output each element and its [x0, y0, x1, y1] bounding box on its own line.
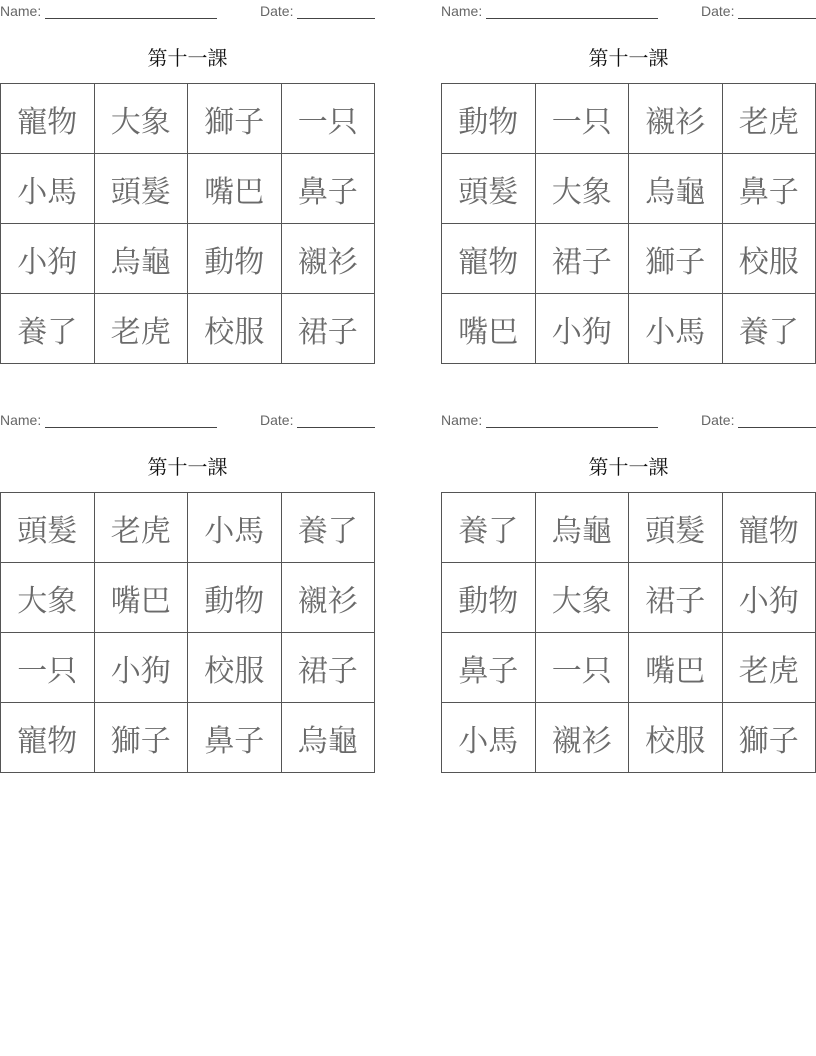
grid-cell[interactable]: 一只: [281, 84, 375, 154]
grid-cell[interactable]: 鼻子: [188, 703, 282, 773]
bingo-grid: [0, 83, 375, 364]
grid-cell[interactable]: 裙子: [281, 633, 375, 703]
grid-cell[interactable]: 裙子: [629, 563, 723, 633]
date-field-line[interactable]: [297, 427, 375, 428]
grid-cell[interactable]: 小狗: [722, 563, 816, 633]
bingo-card-1: [0, 0, 375, 370]
grid-row: [1, 633, 375, 703]
grid-cell[interactable]: 養了: [722, 294, 816, 364]
card-title: 第十一課: [147, 46, 228, 70]
grid-cell[interactable]: 裙子: [281, 294, 375, 364]
grid-cell[interactable]: 養了: [442, 493, 536, 563]
date-label: Date:: [701, 412, 735, 428]
grid-cell[interactable]: 襯衫: [535, 703, 629, 773]
grid-row: [442, 224, 816, 294]
grid-cell[interactable]: 小馬: [188, 493, 282, 563]
bingo-grid: [441, 492, 816, 773]
card-header: [441, 3, 816, 19]
grid-cell[interactable]: 一只: [1, 633, 95, 703]
grid-cell[interactable]: 動物: [188, 224, 282, 294]
grid-row: [1, 563, 375, 633]
grid-row: [1, 154, 375, 224]
grid-cell[interactable]: 老虎: [94, 493, 188, 563]
grid-cell[interactable]: 鼻子: [281, 154, 375, 224]
date-label: Date:: [701, 3, 735, 19]
grid-cell[interactable]: 小狗: [1, 224, 95, 294]
grid-row: [442, 703, 816, 773]
bingo-card-4: [441, 409, 816, 779]
grid-cell[interactable]: 嘴巴: [629, 633, 723, 703]
grid-cell[interactable]: 鼻子: [722, 154, 816, 224]
grid-cell[interactable]: 頭髮: [1, 493, 95, 563]
name-label: Name:: [441, 412, 483, 428]
grid-cell[interactable]: 獅子: [722, 703, 816, 773]
grid-cell[interactable]: 小馬: [629, 294, 723, 364]
grid-cell[interactable]: 老虎: [94, 294, 188, 364]
name-field-line[interactable]: [486, 18, 658, 19]
name-label: Name:: [0, 412, 42, 428]
card-title: 第十一課: [588, 455, 669, 479]
grid-cell[interactable]: 大象: [94, 84, 188, 154]
grid-cell[interactable]: 小狗: [94, 633, 188, 703]
grid-row: [442, 633, 816, 703]
grid-row: [442, 563, 816, 633]
card-header: [0, 412, 375, 428]
grid-cell[interactable]: 一只: [535, 84, 629, 154]
name-label: Name:: [0, 3, 42, 19]
grid-cell[interactable]: 校服: [188, 633, 282, 703]
name-field-line[interactable]: [486, 427, 658, 428]
date-label: Date:: [260, 3, 294, 19]
grid-cell[interactable]: 襯衫: [629, 84, 723, 154]
date-field-line[interactable]: [297, 18, 375, 19]
grid-cell[interactable]: 小馬: [1, 154, 95, 224]
grid-cell[interactable]: 獅子: [94, 703, 188, 773]
grid-row: [1, 493, 375, 563]
name-label: Name:: [441, 3, 483, 19]
grid-row: [442, 84, 816, 154]
grid-cell[interactable]: 寵物: [1, 84, 95, 154]
grid-cell[interactable]: 獅子: [188, 84, 282, 154]
name-field-line[interactable]: [45, 18, 217, 19]
grid-cell[interactable]: 老虎: [722, 84, 816, 154]
grid-cell[interactable]: 烏龜: [94, 224, 188, 294]
grid-cell[interactable]: 頭髮: [94, 154, 188, 224]
bingo-card-2: [441, 0, 816, 370]
grid-cell[interactable]: 校服: [629, 703, 723, 773]
grid-cell[interactable]: 寵物: [1, 703, 95, 773]
card-title: 第十一課: [588, 46, 669, 70]
grid-row: [442, 154, 816, 224]
grid-cell[interactable]: 養了: [1, 294, 95, 364]
grid-cell[interactable]: 鼻子: [442, 633, 536, 703]
date-label: Date:: [260, 412, 294, 428]
bingo-grid: [0, 492, 375, 773]
grid-cell[interactable]: 校服: [722, 224, 816, 294]
grid-cell[interactable]: 大象: [535, 563, 629, 633]
grid-cell[interactable]: 烏龜: [629, 154, 723, 224]
name-field-line[interactable]: [45, 427, 217, 428]
grid-cell[interactable]: 獅子: [629, 224, 723, 294]
grid-cell[interactable]: 動物: [188, 563, 282, 633]
grid-cell[interactable]: 動物: [442, 563, 536, 633]
date-field-line[interactable]: [738, 18, 816, 19]
grid-cell[interactable]: 嘴巴: [94, 563, 188, 633]
grid-cell[interactable]: 烏龜: [281, 703, 375, 773]
grid-cell[interactable]: 校服: [188, 294, 282, 364]
card-header: [441, 412, 816, 428]
grid-cell[interactable]: 大象: [535, 154, 629, 224]
grid-row: [442, 294, 816, 364]
grid-cell[interactable]: 寵物: [442, 224, 536, 294]
grid-cell[interactable]: 嘴巴: [442, 294, 536, 364]
grid-cell[interactable]: 烏龜: [535, 493, 629, 563]
bingo-grid: [441, 83, 816, 364]
bingo-card-3: [0, 409, 375, 779]
grid-row: [442, 493, 816, 563]
grid-cell[interactable]: 嘴巴: [188, 154, 282, 224]
grid-cell[interactable]: 大象: [1, 563, 95, 633]
card-title: 第十一課: [147, 455, 228, 479]
grid-row: [1, 703, 375, 773]
grid-cell[interactable]: 小馬: [442, 703, 536, 773]
grid-cell[interactable]: 一只: [535, 633, 629, 703]
grid-cell[interactable]: 老虎: [722, 633, 816, 703]
grid-cell[interactable]: 頭髮: [629, 493, 723, 563]
date-field-line[interactable]: [738, 427, 816, 428]
grid-cell[interactable]: 小狗: [535, 294, 629, 364]
grid-cell[interactable]: 寵物: [722, 493, 816, 563]
grid-cell[interactable]: 襯衫: [281, 224, 375, 294]
grid-cell[interactable]: 頭髮: [442, 154, 536, 224]
grid-cell[interactable]: 襯衫: [281, 563, 375, 633]
card-header: [0, 3, 375, 19]
grid-row: [1, 294, 375, 364]
grid-cell[interactable]: 裙子: [535, 224, 629, 294]
grid-cell[interactable]: 動物: [442, 84, 536, 154]
grid-cell[interactable]: 養了: [281, 493, 375, 563]
grid-row: [1, 84, 375, 154]
grid-row: [1, 224, 375, 294]
